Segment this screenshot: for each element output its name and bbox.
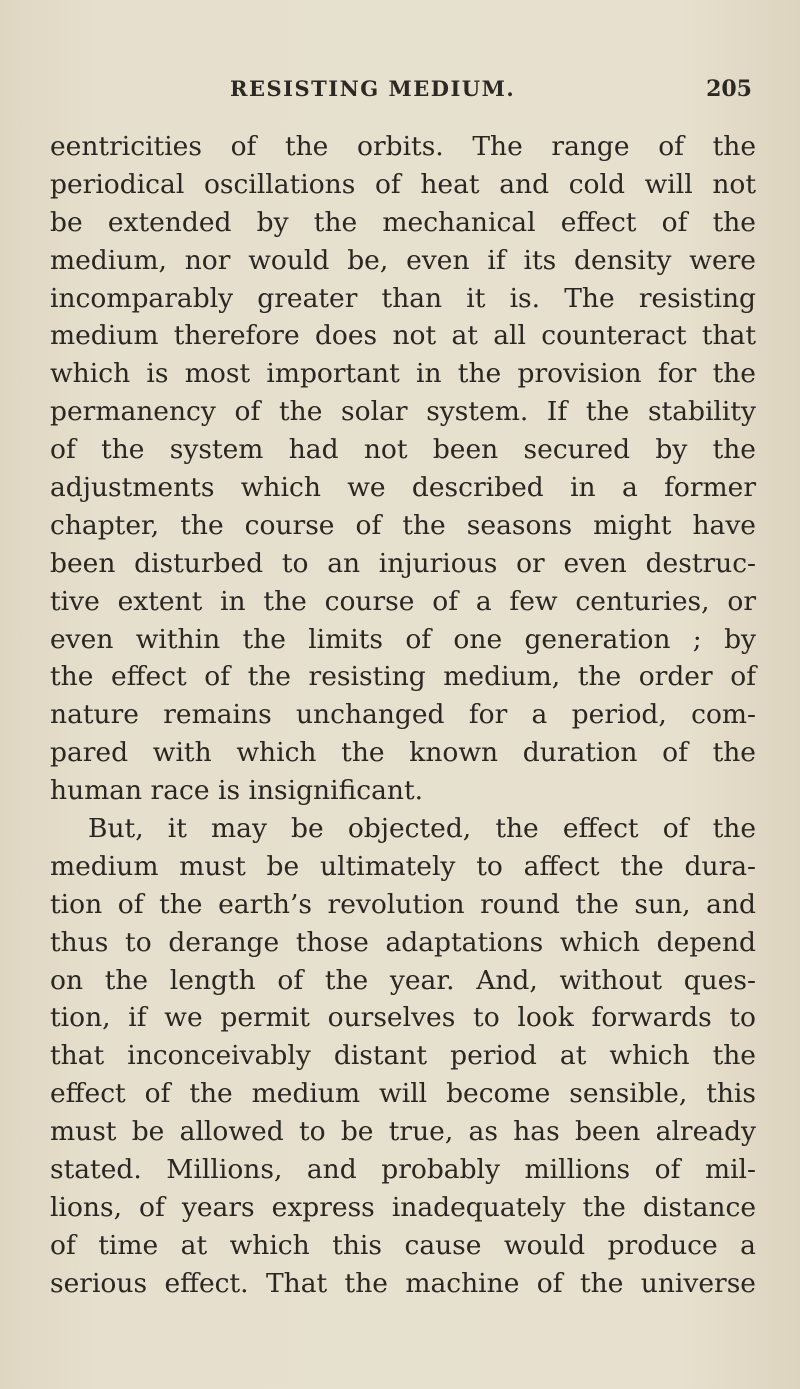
text-line: incomparably greater than it is. The resisting — [50, 282, 756, 314]
running-head — [50, 76, 756, 110]
text-line: medium therefore does not at all counteract that — [50, 320, 756, 352]
text-line: of time at which this cause would produce a — [50, 1229, 756, 1261]
page-number: 205 — [706, 76, 752, 102]
text-line: the effect of the resisting medium, the order of — [50, 661, 756, 693]
text-line: medium must be ultimately to affect the dura- — [50, 850, 756, 882]
text-line: nature remains unchanged for a period, com- — [50, 699, 756, 731]
text-line: of the system had not been secured by the — [50, 434, 756, 466]
text-line: thus to derange those adaptations which depend — [50, 926, 756, 958]
text-line: periodical oscillations of heat and cold will not — [50, 168, 756, 200]
text-line: stated. Millions, and probably millions of mil- — [50, 1154, 756, 1186]
running-title: RESISTING MEDIUM. — [230, 76, 516, 101]
text-line: which is most important in the provision for the — [50, 358, 756, 390]
text-line: tion, if we permit ourselves to look forwards to — [50, 1002, 756, 1034]
text-line: that inconceivably distant period at which the — [50, 1040, 756, 1072]
text-line: medium, nor would be, even if its density were — [50, 244, 756, 276]
text-line: serious effect. That the machine of the universe — [50, 1267, 756, 1299]
paragraph-end-line: human race is insignificant. — [50, 775, 424, 807]
body-text — [50, 128, 756, 1303]
text-line: chapter, the course of the seasons might have — [50, 509, 756, 541]
text-line: be extended by the mechanical effect of the — [50, 206, 756, 238]
text-line: eentricities of the orbits. The range of the — [50, 131, 756, 162]
text-line: lions, of years express inadequately the distance — [50, 1191, 756, 1223]
text-line: on the length of the year. And, without ques- — [50, 964, 756, 996]
text-line: permanency of the solar system. If the stability — [50, 396, 756, 428]
paragraph-start-line: But, it may be objected, the effect of the — [88, 813, 756, 845]
text-line: even within the limits of one generation ; by — [50, 623, 756, 655]
text-line: been disturbed to an injurious or even destruc- — [50, 547, 756, 579]
text-line: pared with which the known duration of the — [50, 737, 756, 769]
text-line: adjustments which we described in a former — [50, 472, 756, 504]
text-line: effect of the medium will become sensible, this — [50, 1078, 756, 1110]
text-line: tion of the earth’s revolution round the sun, and — [50, 888, 756, 920]
text-line: tive extent in the course of a few centuries, or — [50, 585, 756, 617]
text-line: must be allowed to be true, as has been already — [50, 1116, 756, 1148]
